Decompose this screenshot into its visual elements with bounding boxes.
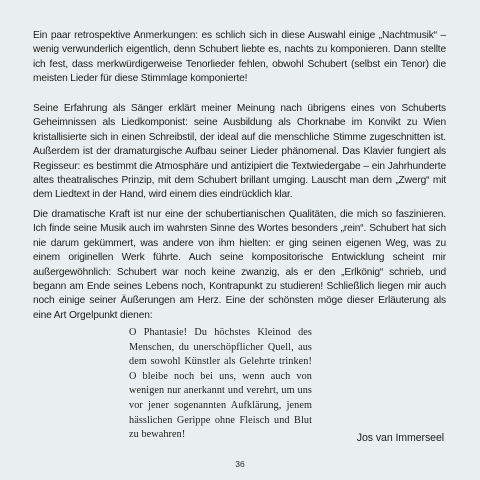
schubert-quote: O Phantasie! Du höchstes Kleinod des Menschen, du unerschöpflicher Quell, aus dem sowohl Künstler als Gelehrte trinken! O bleibe noch bei uns, wenn auch von wenigen nur anerkannt und verehrt, um uns vor jener sogenannten Aufklärung, jenem hässlichen Gerippe ohne Fleisch und Blut zu bewahren! xyxy=(129,327,312,441)
author-signature: Jos van Immerseel xyxy=(356,432,444,444)
page-number: 36 xyxy=(235,459,245,469)
paragraph-dramatische-kraft: Die dramatische Kraft ist nur eine der schubertianischen Qualitäten, die mich so faszinieren. Ich finde seine Musik auch im wahrsten Sinne des Wortes besonders „rein“. Schubert hat sich nie darum gekümmert, was andere von ihm hielten: er ging seinen eigenen Weg, was zu einem originellen Werk führte. Auch seine kompositorische Entwicklung scheint mir außergewöhnlich: Schubert war noch keine zwanzig, als er den „Erlkönig“ schrieb, und begann am Ende seines Lebens noch, Kontrapunkt zu studieren! Schließlich liegen mir auch noch einige seiner Äußerungen am Herz. Eine der schönsten möge dieser Erläuterung als eine Art Orgelpunkt dienen: xyxy=(33,209,446,321)
paragraph-nachtmusik: Ein paar retrospektive Anmerkungen: es schlich sich in diese Auswahl einige „Nachtmusik“ – wenig verwunderlich eigentlich, denn Schubert liebte es, nachts zu komponieren. Dann stellte ich fest, dass merkwürdigerweise Tenorlieder fehlen, obwohl Schubert (selbst ein Tenor) die meisten Lieder für diese Stimmlage komponierte! xyxy=(33,30,446,85)
paragraph-saenger-erfahrung: Seine Erfahrung als Sänger erklärt meiner Meinung nach übrigens eines von Schuberts Geheimnissen als Liedkomponist: seine Ausbildung als Chorknabe im Konvikt zu Wien kristallisierte sich in einen Schreibstil, der ideal auf die menschliche Stimme zugeschnitten ist. Außerdem ist der dramaturgische Aufbau seiner Lieder phänomenal. Das Klavier fungiert als Regisseur: es bestimmt die Atmosphäre und antizipiert die Textwiedergabe – ein Jahrhunderte altes theatralisches Prinzip, mit dem Schubert brillant umging. Lauscht man dem „Zwerg“ mit dem Liedtext in der Hand, wird einem dies eindrücklich klar. xyxy=(33,103,446,201)
